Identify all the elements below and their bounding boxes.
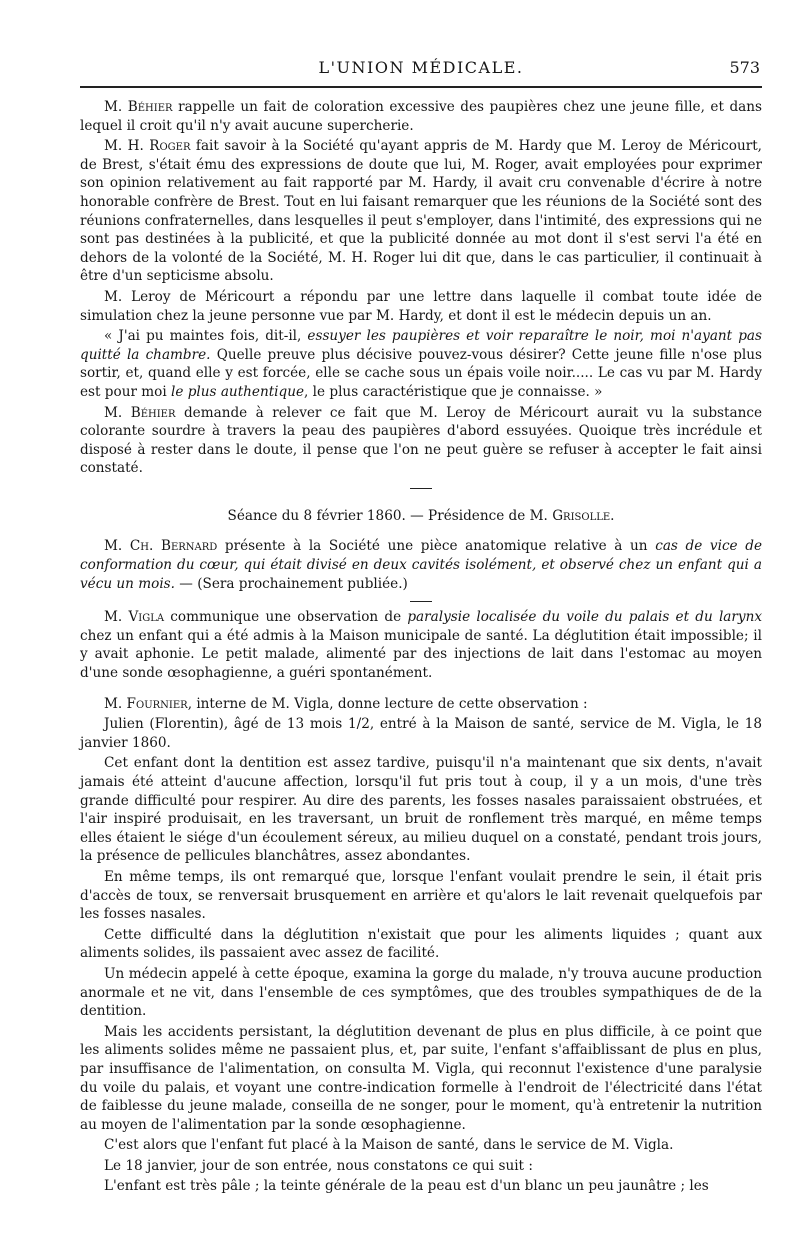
speaker-name: M. Béhier <box>104 404 176 421</box>
paragraph-leroy: M. Leroy de Méricourt a répondu par une lettre dans laquelle il combat toute idée de simulation chez la jeune personne vue par M. Hardy, et dont il est le médecin depuis un an. <box>80 288 762 324</box>
speaker-name: M. H. Roger <box>104 138 191 155</box>
session-heading: Séance du 8 février 1860. — Présidence de M. Grisolle. <box>227 507 615 524</box>
speaker-name: M. Béhier <box>104 99 173 115</box>
speaker-name: M. Ch. Bernard <box>104 538 218 555</box>
header-rule <box>80 86 762 88</box>
paragraph-behier-1: M. Béhier rappelle un fait de coloration excessive des paupières chez une jeune fille, et dans lequel il croit qu'il n'y avait aucune supercherie. <box>80 99 762 134</box>
paragraph-vigla: M. Vigla communique une observation de paralysie localisée du voile du palais et du larynx chez un enfant qui a été admis à la Maison municipale de santé. La déglutition était impossible; il y avait aphonie. Le petit malade, alimenté par des injections de lait dans l'estomac au moyen d'une sonde œsophagienne, a guéri spontanément. <box>80 609 762 682</box>
section-separator <box>410 601 432 602</box>
paragraph-roger: M. H. Roger fait savoir à la Société qu'ayant appris de M. Hardy que M. Leroy de Méricourt, de Brest, s'était ému des expressions de doute que lui, M. Roger, avait employées pour exprimer son opinion relativement au fait rapporté par M. Hardy, il avait cru convenable d'écrire à notre honorable confrère de Brest. Tout en lui faisant remarquer que les réunions de la Société sont des réunions confraternelles, dans lesquelles il peut s'employer, dans l'intimité, des expressions qui ne sont pas destinées à la publicité, et que la publicité donnée au mot dont il s'est servi l'a été en dehors de la volonté de la Société, M. H. Roger lui dit que, dans le cas particulier, il continuait à être d'un septicisme absolu. <box>80 138 763 285</box>
paragraph-behier-2: M. Béhier demande à relever ce fait que M. Leroy de Méricourt aurait vu la substance colorante sourdre à travers la peau des paupières d'abord essuyées. Quoique très incrédule et disposé à rester dans le doute, il pense que l'on ne peut guère se refuser à accepter le fait ainsi constaté. <box>80 404 762 477</box>
section-separator <box>410 488 432 489</box>
observation-paragraph: Cette difficulté dans la déglutition n'existait que pour les aliments liquides ; quant aux aliments solides, ils passaient avec assez de facilité. <box>80 926 762 962</box>
article-body <box>80 98 762 1198</box>
observation-paragraph: C'est alors que l'enfant fut placé à la Maison de santé, dans le service de M. Vigla. <box>104 1137 674 1154</box>
observation-paragraph: Julien (Florentin), âgé de 13 mois 1/2, entré à la Maison de santé, service de M. Vigla, le 18 janvier 1860. <box>80 716 762 751</box>
observation-paragraph: Mais les accidents persistant, la déglutition devenant de plus en plus difficile, à ce point que les aliments solides même ne passaient plus, et, par suite, l'enfant s'affaiblissant de plus en plus, par insuffisance de l'alimentation, on consulta M. Vigla, qui reconnut l'existence d'une paralysie du voile du palais, et voyant une contre-indication formelle à l'endroit de l'électricité dans l'état de faiblesse du jeune malade, conseilla de ne songer, pour le moment, qu'à entretenir la nutrition au moyen de l'alimentation par la sonde œsophagienne. <box>80 1023 762 1133</box>
paragraph-fournier: M. Fournier, interne de M. Vigla, donne lecture de cette observation : <box>104 695 588 712</box>
page-number: 573 <box>729 58 760 77</box>
speaker-name: M. Vigla <box>104 609 165 626</box>
speaker-name: M. Fournier <box>104 695 188 712</box>
observation-paragraph: L'enfant est très pâle ; la teinte générale de la peau est d'un blanc un peu jaunâtre ; les <box>104 1178 709 1195</box>
observation-paragraph: En même temps, ils ont remarqué que, lorsque l'enfant voulait prendre le sein, il était pris d'accès de toux, se renversait brusquement en arrière et qu'alors le lait revenait quelquefois par les fosses nasales. <box>80 868 762 923</box>
paragraph-quote: « J'ai pu maintes fois, dit-il, essuyer les paupières et voir reparaître le noir, moi n'ayant pas quitté la chambre. Quelle preuve plus décisive pouvez-vous désirer? Cette jeune fille n'ose plus sortir, et, quand elle y est forcée, elle se cache sous un épais voile noir..... Le cas vu par M. Hardy est pour moi le plus authentique, le plus caractéristique que je connaisse. » <box>80 328 762 400</box>
running-title: L'UNION MÉDICALE. <box>318 58 524 77</box>
paragraph-bernard: M. Ch. Bernard présente à la Société une pièce anatomique relative à un cas de vice de conformation du cœur, qui était divisé en deux cavités isolément, et observé chez un enfant qui a vécu un mois. — (Sera prochainement publiée.) <box>80 538 762 592</box>
observation-paragraph: Cet enfant dont la dentition est assez tardive, puisqu'il n'a maintenant que six dents, n'avait jamais été atteint d'aucune affection, lorsqu'il fut pris tout à coup, il y a un mois, d'une très grande difficulté pour respirer. Au dire des parents, les fosses nasales paraissaient obstruées, et l'air inspiré produisait, en les traversant, un bruit de ronflement très marqué, en même temps elles étaient le siége d'un écoulement séreux, au milieu duquel on a constaté, pendant trois jours, la présence de pellicules blanchâtres, assez abondantes. <box>80 755 762 865</box>
page-header <box>80 58 762 80</box>
observation-paragraph: Le 18 janvier, jour de son entrée, nous constatons ce qui suit : <box>104 1157 533 1174</box>
observation-paragraph: Un médecin appelé à cette époque, examina la gorge du malade, n'y trouva aucune production anormale et ne vit, dans l'ensemble de ces symptômes, que des troubles sympathiques de de la dentition. <box>80 965 762 1020</box>
